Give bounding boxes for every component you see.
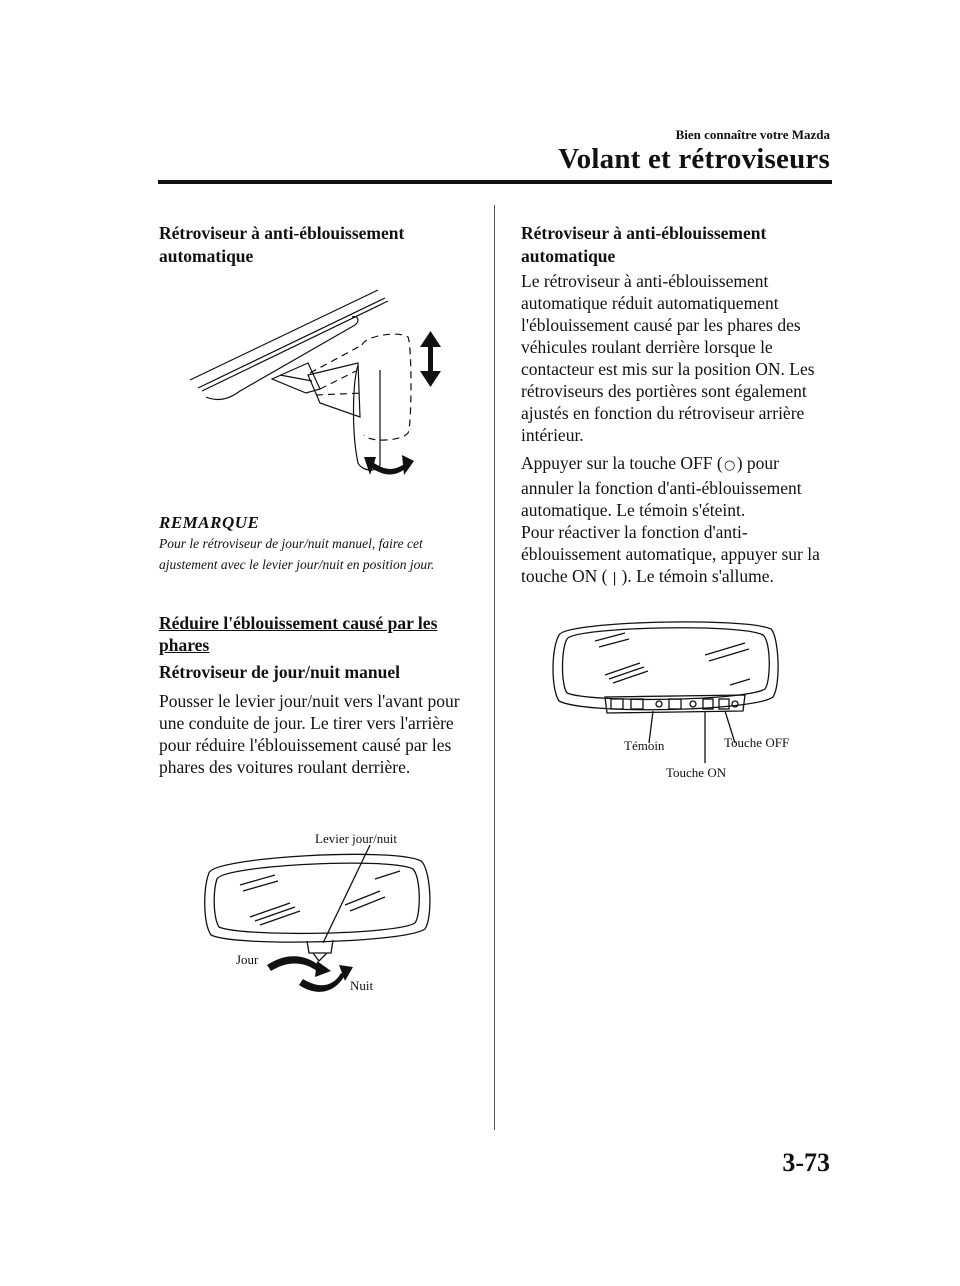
page-number: 3-73 bbox=[782, 1148, 830, 1177]
auto-paragraph: Le rétroviseur à anti-éblouissement automatique réduit automatiquement l'éblouissement causé par les phares des véhicules roulant derrière lorsque le contacteur est mis sur la position ON. Les rétroviseurs des portières sont également ajustés en fonction du rétroviseur arrière intérieur. bbox=[521, 271, 815, 445]
note-title: REMARQUE bbox=[159, 513, 260, 532]
p2-part1: Appuyer sur la touche OFF ( bbox=[521, 453, 723, 473]
off-symbol-icon: ○ bbox=[724, 458, 736, 473]
manual-paragraph: Pousser le levier jour/nuit vers l'avant pour une conduite de jour. Le tirer vers l'arrière pour réduire l'éblouissement causé par les phares des voitures roulant derrière. bbox=[159, 691, 460, 777]
header-rule bbox=[158, 180, 832, 184]
auto-mirror-side-figure bbox=[180, 285, 450, 490]
auto-mirror-buttons-figure bbox=[545, 615, 785, 725]
heading-right: Rétroviseur à anti-éblouissement automatique bbox=[521, 223, 767, 266]
indicator-label: Témoin bbox=[624, 738, 665, 753]
night-label: Nuit bbox=[350, 978, 374, 993]
buttons-paragraph bbox=[521, 452, 831, 590]
column-divider bbox=[494, 205, 495, 1130]
on-button-label: Touche ON bbox=[666, 765, 727, 780]
p2-part2: ) pour annuler la fonction d'anti-éblouissement automatique. Le témoin s'éteint. bbox=[521, 453, 802, 520]
page-title: Volant et rétroviseurs bbox=[558, 143, 830, 175]
heading-manual: Rétroviseur de jour/nuit manuel bbox=[159, 662, 400, 682]
section-title: Bien connaître votre Mazda bbox=[675, 127, 830, 142]
p2-part4: ). Le témoin s'allume. bbox=[621, 566, 774, 586]
on-symbol-icon: | bbox=[612, 571, 617, 586]
note-text: Pour le rétroviseur de jour/nuit manuel, faire cet ajustement avec le levier jour/nuit en position jour. bbox=[159, 536, 435, 572]
lever-label: Levier jour/nuit bbox=[315, 831, 397, 846]
heading-auto-dimming: Rétroviseur à anti-éblouissement automatique bbox=[159, 223, 405, 266]
p2-part3: Pour réactiver la fonction d'anti-éblouissement automatique, appuyer sur la touche ON ( bbox=[521, 522, 820, 586]
off-button-label: Touche OFF bbox=[724, 735, 790, 750]
day-label: Jour bbox=[236, 952, 259, 967]
day-night-mirror-figure bbox=[195, 825, 445, 1000]
glare-heading: Réduire l'éblouissement causé par les phares bbox=[159, 613, 438, 655]
